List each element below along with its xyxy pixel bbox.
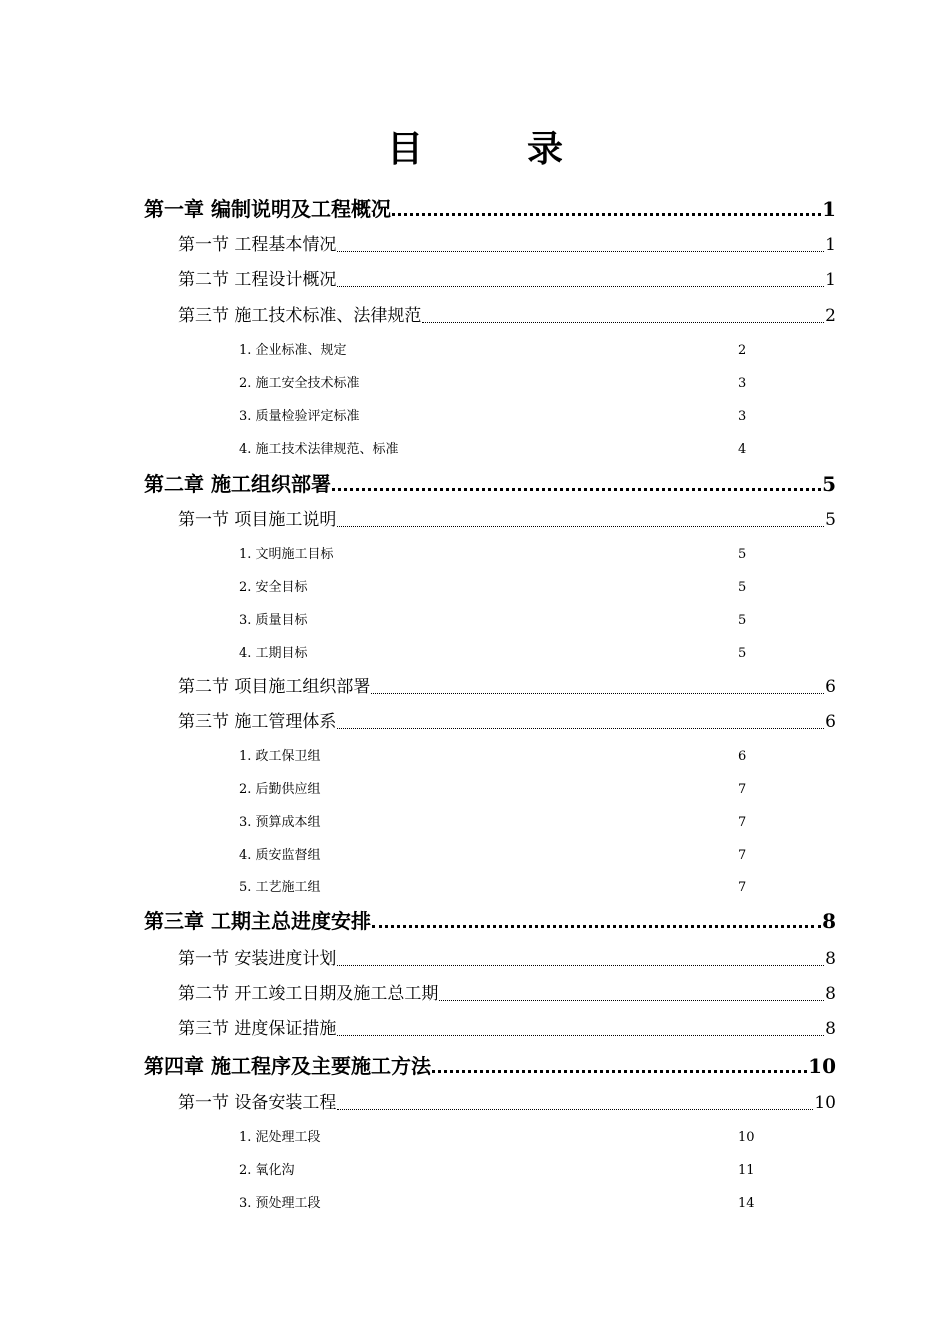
- toc-entry-page: 5: [738, 580, 747, 595]
- toc-entry-page: 1: [825, 235, 836, 255]
- toc-subsection[interactable]: [239, 408, 759, 426]
- toc-entry-label: 3. 质量目标: [239, 613, 308, 628]
- dot-leader: [337, 1109, 813, 1110]
- toc-entry-label: 第一节 工程基本情况: [178, 235, 337, 255]
- toc-entry-page: 10: [814, 1093, 836, 1113]
- dot-leader: [332, 488, 821, 491]
- dot-leader: [337, 526, 824, 527]
- toc-entry-label: 第三章 工期主总进度安排: [144, 909, 371, 933]
- toc-entry-label: 5. 工艺施工组: [239, 880, 321, 895]
- toc-entry-label: 4. 质安监督组: [239, 848, 321, 863]
- toc-subsection[interactable]: [239, 1195, 759, 1213]
- toc-entry-label: 第四章 施工程序及主要施工方法: [144, 1054, 431, 1078]
- toc-entry-label: 2. 氧化沟: [239, 1163, 295, 1178]
- toc-entry-label: 3. 预处理工段: [239, 1196, 321, 1211]
- toc-entry-label: 3. 预算成本组: [239, 815, 321, 830]
- toc-entry-page: 2: [738, 343, 747, 358]
- toc-entry-label: 第一章 编制说明及工程概况: [144, 197, 391, 221]
- toc-entry-label: 2. 施工安全技术标准: [239, 376, 360, 391]
- toc-subsection[interactable]: [239, 847, 759, 865]
- toc-entry-page: 6: [825, 712, 836, 732]
- toc-entry-page: 7: [738, 782, 747, 797]
- toc-entry-page: 7: [738, 815, 747, 830]
- toc-section[interactable]: [178, 1017, 836, 1041]
- dot-leader: [337, 251, 824, 252]
- dot-leader: [392, 213, 821, 216]
- toc-entry-label: 3. 质量检验评定标准: [239, 409, 360, 424]
- toc-section[interactable]: [178, 268, 836, 292]
- toc-entry-label: 1. 企业标准、规定: [239, 343, 347, 358]
- toc-entry-page: 5: [738, 547, 747, 562]
- toc-entry-label: 第二节 项目施工组织部署: [178, 677, 371, 697]
- toc-entry-page: 4: [738, 442, 747, 457]
- toc-chapter[interactable]: [144, 471, 836, 497]
- toc-subsection[interactable]: [239, 814, 759, 832]
- toc-entry-label: 第三节 施工管理体系: [178, 712, 337, 732]
- toc-entry-page: 1: [825, 270, 836, 290]
- toc-entry-label: 第二节 工程设计概况: [178, 270, 337, 290]
- toc-entry-page: 3: [738, 376, 747, 391]
- dot-leader: [337, 728, 824, 729]
- toc-subsection[interactable]: [239, 879, 759, 897]
- toc-section[interactable]: [178, 710, 836, 734]
- toc-subsection[interactable]: [239, 1129, 759, 1147]
- dot-leader: [337, 1035, 824, 1036]
- toc-subsection[interactable]: [239, 748, 759, 766]
- dot-leader: [422, 322, 824, 323]
- toc-entry-label: 第一节 项目施工说明: [178, 510, 337, 530]
- toc-entry-page: 8: [825, 949, 836, 969]
- toc-subsection[interactable]: [239, 612, 759, 630]
- toc-entry-page: 6: [738, 749, 747, 764]
- toc-entry-page: 10: [808, 1054, 836, 1078]
- toc-section[interactable]: [178, 508, 836, 532]
- toc-subsection[interactable]: [239, 441, 759, 459]
- toc-entry-page: 3: [738, 409, 747, 424]
- dot-leader: [337, 965, 824, 966]
- toc-entry-page: 14: [738, 1196, 755, 1211]
- toc-entry-label: 1. 政工保卫组: [239, 749, 321, 764]
- toc-entry-label: 第一节 安装进度计划: [178, 949, 337, 969]
- toc-entry-page: 5: [822, 472, 836, 496]
- toc-entry-page: 2: [825, 306, 836, 326]
- dot-leader: [372, 925, 821, 928]
- toc-entry-label: 1. 泥处理工段: [239, 1130, 321, 1145]
- toc-entry-page: 5: [738, 613, 747, 628]
- dot-leader: [337, 286, 824, 287]
- dot-leader: [371, 693, 824, 694]
- toc-entry-label: 第三节 施工技术标准、法律规范: [178, 306, 422, 326]
- toc-section[interactable]: [178, 675, 836, 699]
- toc-chapter[interactable]: [144, 908, 836, 934]
- toc-entry-page: 1: [822, 197, 836, 221]
- toc-entry-page: 7: [738, 880, 747, 895]
- toc-chapter[interactable]: [144, 1053, 836, 1079]
- toc-section[interactable]: [178, 1091, 836, 1115]
- toc-entry-label: 第二章 施工组织部署: [144, 472, 331, 496]
- toc-section[interactable]: [178, 304, 836, 328]
- toc-entry-label: 2. 后勤供应组: [239, 782, 321, 797]
- toc-subsection[interactable]: [239, 645, 759, 663]
- toc-entry-page: 8: [825, 1019, 836, 1039]
- toc-chapter[interactable]: [144, 196, 836, 222]
- toc-entry-page: 8: [822, 909, 836, 933]
- toc-subsection[interactable]: [239, 546, 759, 564]
- toc-entry-label: 第二节 开工竣工日期及施工总工期: [178, 984, 439, 1004]
- toc-entry-label: 4. 施工技术法律规范、标准: [239, 442, 399, 457]
- toc-entry-label: 第三节 进度保证措施: [178, 1019, 337, 1039]
- toc-entry-page: 10: [738, 1130, 755, 1145]
- toc-subsection[interactable]: [239, 342, 759, 360]
- toc-entry-label: 4. 工期目标: [239, 646, 308, 661]
- toc-subsection[interactable]: [239, 375, 759, 393]
- toc-title: 目 录: [386, 129, 597, 170]
- toc-section[interactable]: [178, 233, 836, 257]
- toc-section[interactable]: [178, 947, 836, 971]
- toc-entry-page: 5: [738, 646, 747, 661]
- toc-section[interactable]: [178, 982, 836, 1006]
- toc-entry-page: 11: [738, 1163, 755, 1178]
- toc-subsection[interactable]: [239, 1162, 759, 1180]
- toc-entry-page: 7: [738, 848, 747, 863]
- toc-subsection[interactable]: [239, 781, 759, 799]
- toc-subsection[interactable]: [239, 579, 759, 597]
- toc-entry-page: 8: [825, 984, 836, 1004]
- toc-entry-page: 6: [825, 677, 836, 697]
- toc-entry-label: 2. 安全目标: [239, 580, 308, 595]
- toc-entry-label: 1. 文明施工目标: [239, 547, 334, 562]
- toc-entry-page: 5: [825, 510, 836, 530]
- toc-entry-label: 第一节 设备安装工程: [178, 1093, 337, 1113]
- dot-leader: [432, 1070, 807, 1073]
- dot-leader: [439, 1000, 824, 1001]
